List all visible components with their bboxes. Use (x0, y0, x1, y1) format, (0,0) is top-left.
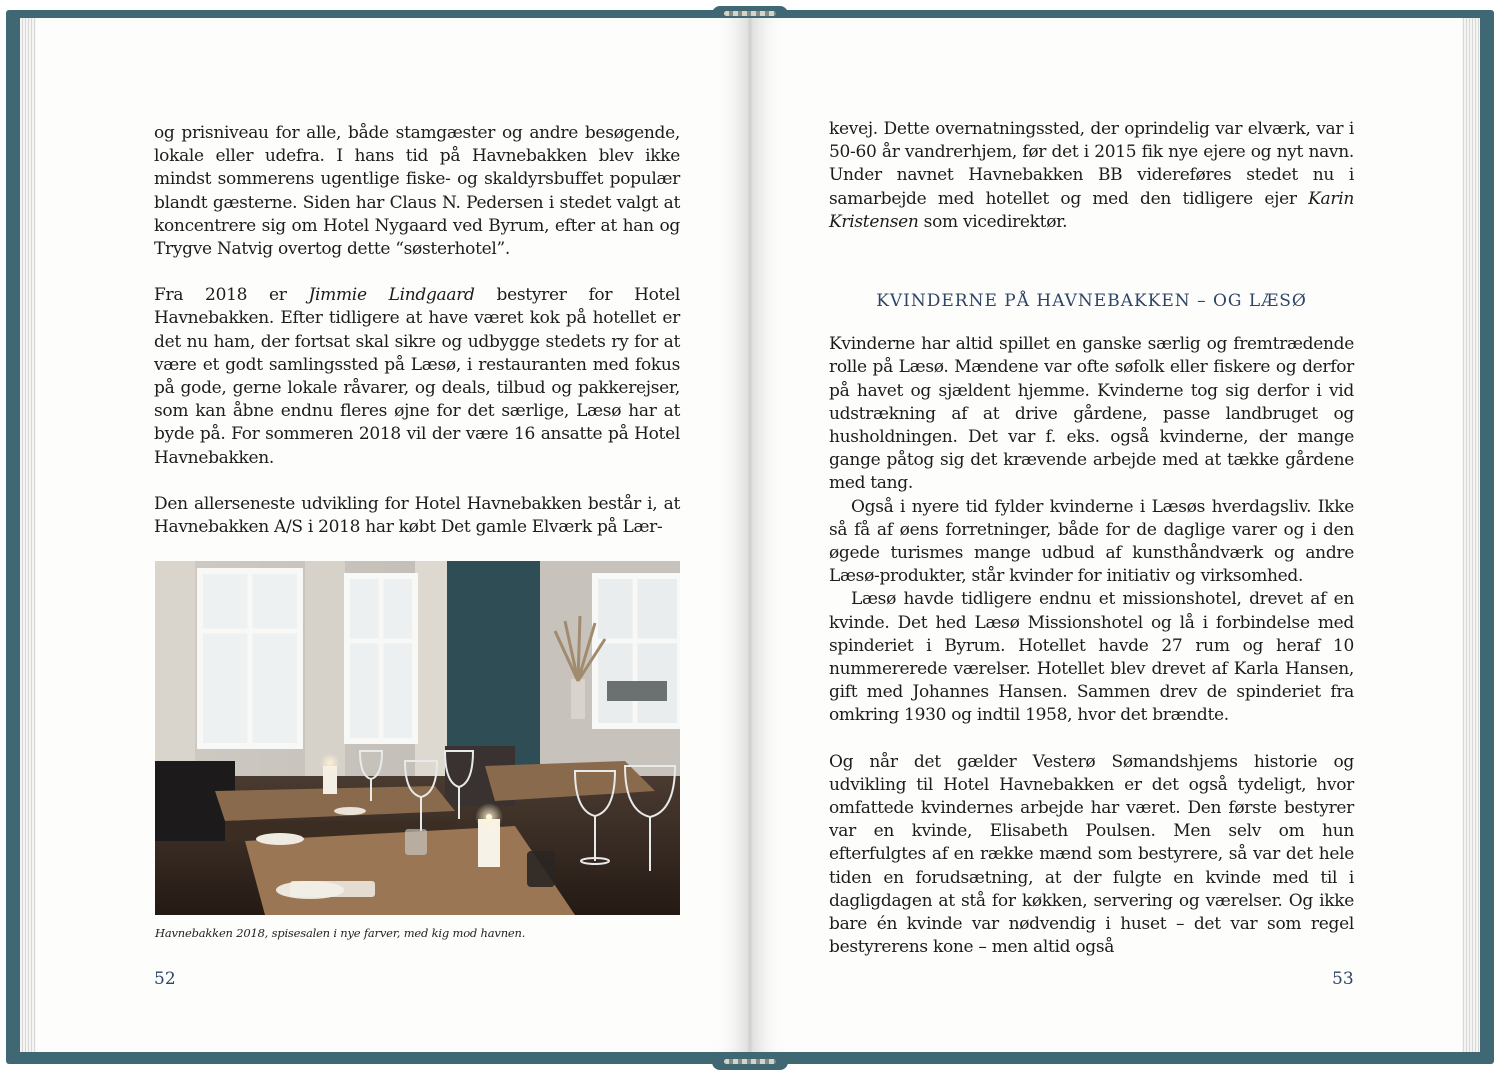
candle-front (475, 803, 503, 867)
paragraph: Den allerseneste udvikling for Hotel Havnebakken består i, at Havnebakken A/S i 2018 har købt Det gamle Elværk på Lær- (154, 493, 680, 538)
right-text-column (829, 118, 1354, 960)
spine-headband-bottom (712, 1054, 788, 1070)
candle-back (320, 753, 340, 794)
window-left (200, 571, 300, 746)
section-heading: KVINDERNE PÅ HAVNEBAKKEN – OG LÆSØ (876, 291, 1307, 312)
page-number-right: 53 (1332, 969, 1354, 989)
paragraph: Og når det gælder Vesterø Sømandshjems historie og udvikling til Hotel Havnebakken er det også tydeligt, hvor omfattede kvindernes arbejde har været. Den første bestyrer var en kvinde, Elisabeth Poulsen. Men selv om hun efterfulgtes af en række mænd som bestyrere, så var det hele tiden en forudsætning, at der fulgte en kvinde med til i dagligdagen at stå for køkken, servering og værelser. Og ikke bare én kvinde var nødvendig i huset – det var som regel bestyrerens kone – men altid også (829, 751, 1354, 958)
paragraph (829, 118, 1354, 234)
paragraph: Også i nyere tid fylder kvinderne i Læsøs hverdagsliv. Ikke så få af øens forretninger, både for de daglige varer og i den øgede turismes mange udbud af kunsthåndværk og andre Læsø-produkter, står kvinder for initiativ og virksomhed. (829, 496, 1354, 587)
paragraph (154, 284, 680, 470)
left-text-column (154, 122, 680, 539)
dining-room-illustration (155, 561, 680, 915)
page-number-left: 52 (154, 969, 176, 989)
person-name: Jimmie Lindgaard (308, 285, 475, 306)
window-center (347, 576, 415, 741)
text-run: som vicedirektør. (918, 211, 1068, 232)
text-run: bestyrer for Hotel Havnebakken. Efter tidligere at have været kok på hotellet er det nu ham, der fortsat skal sikre og udbygge stedets ry for at være et godt samlingssted på Læsø, i restauranten med fokus på gode, gerne lokale råvarer, og deals, tilbud og pakkerejser, som kan åbne endnu fleres øjne for det særlige, Læsø har at byde på. For sommeren 2018 vil der være 16 ansatte på Hotel Havnebakken. (154, 285, 680, 468)
text-run: Fra 2018 er (154, 285, 309, 306)
book-gutter (747, 18, 753, 1052)
paragraph: og prisniveau for alle, både stamgæster og andre besøgende, lokale eller udefra. I hans tid på Havnebakken blev ikke mindst sommerens ugentlige fiske- og skaldyrsbuffet populær blandt gæsterne. Siden har Claus N. Pedersen i stedet valgt at koncentrere sig om Hotel Nygaard ved Byrum, efter at han og Trygve Natvig overtog dette “søsterhotel”. (154, 123, 680, 260)
text-run: kevej. Dette overnatningssted, der oprindelig var elværk, var i 50-60 år vandrerhjem, før det i 2015 fik nye ejere og nyt navn. Under navnet Havnebakken BB videreføres stedet nu i samarbejde med hotellet og med den tidligere ejer (829, 119, 1354, 209)
photo-caption: Havnebakken 2018, spisesalen i nye farver, med kig mod havnen. (155, 926, 526, 940)
paragraph: Læsø havde tidligere endnu et missionshotel, drevet af en kvinde. Det hed Læsø Missionshotel og lå i forbindelse med spinderiet i Byrum. Hotellet havde 27 rum og heraf 10 nummererede værelser. Hotellet blev drevet af Karla Hansen, gift med Johannes Hansen. Sammen drev de spinderiet fra omkring 1930 og indtil 1958, hvor det brændte. (829, 589, 1354, 726)
paragraph: Kvinderne har altid spillet en ganske særlig og fremtrædende rolle på Læsø. Mændene var ofte søfolk eller fiskere og derfor på havet og sjældent hjemme. Kvinderne tog sig derfor i vid udstrækning af at drive gårdene, passe landbruget og husholdningen. Det var f. eks. også kvinderne, der mange gange påtog sig det krævende arbejde med at tække gårdene med tang. (829, 334, 1354, 494)
page-edges-right (1460, 18, 1480, 1052)
person-name: Karin Kristensen (829, 188, 1354, 232)
window-right (595, 576, 680, 726)
dining-room-photo (155, 561, 680, 915)
